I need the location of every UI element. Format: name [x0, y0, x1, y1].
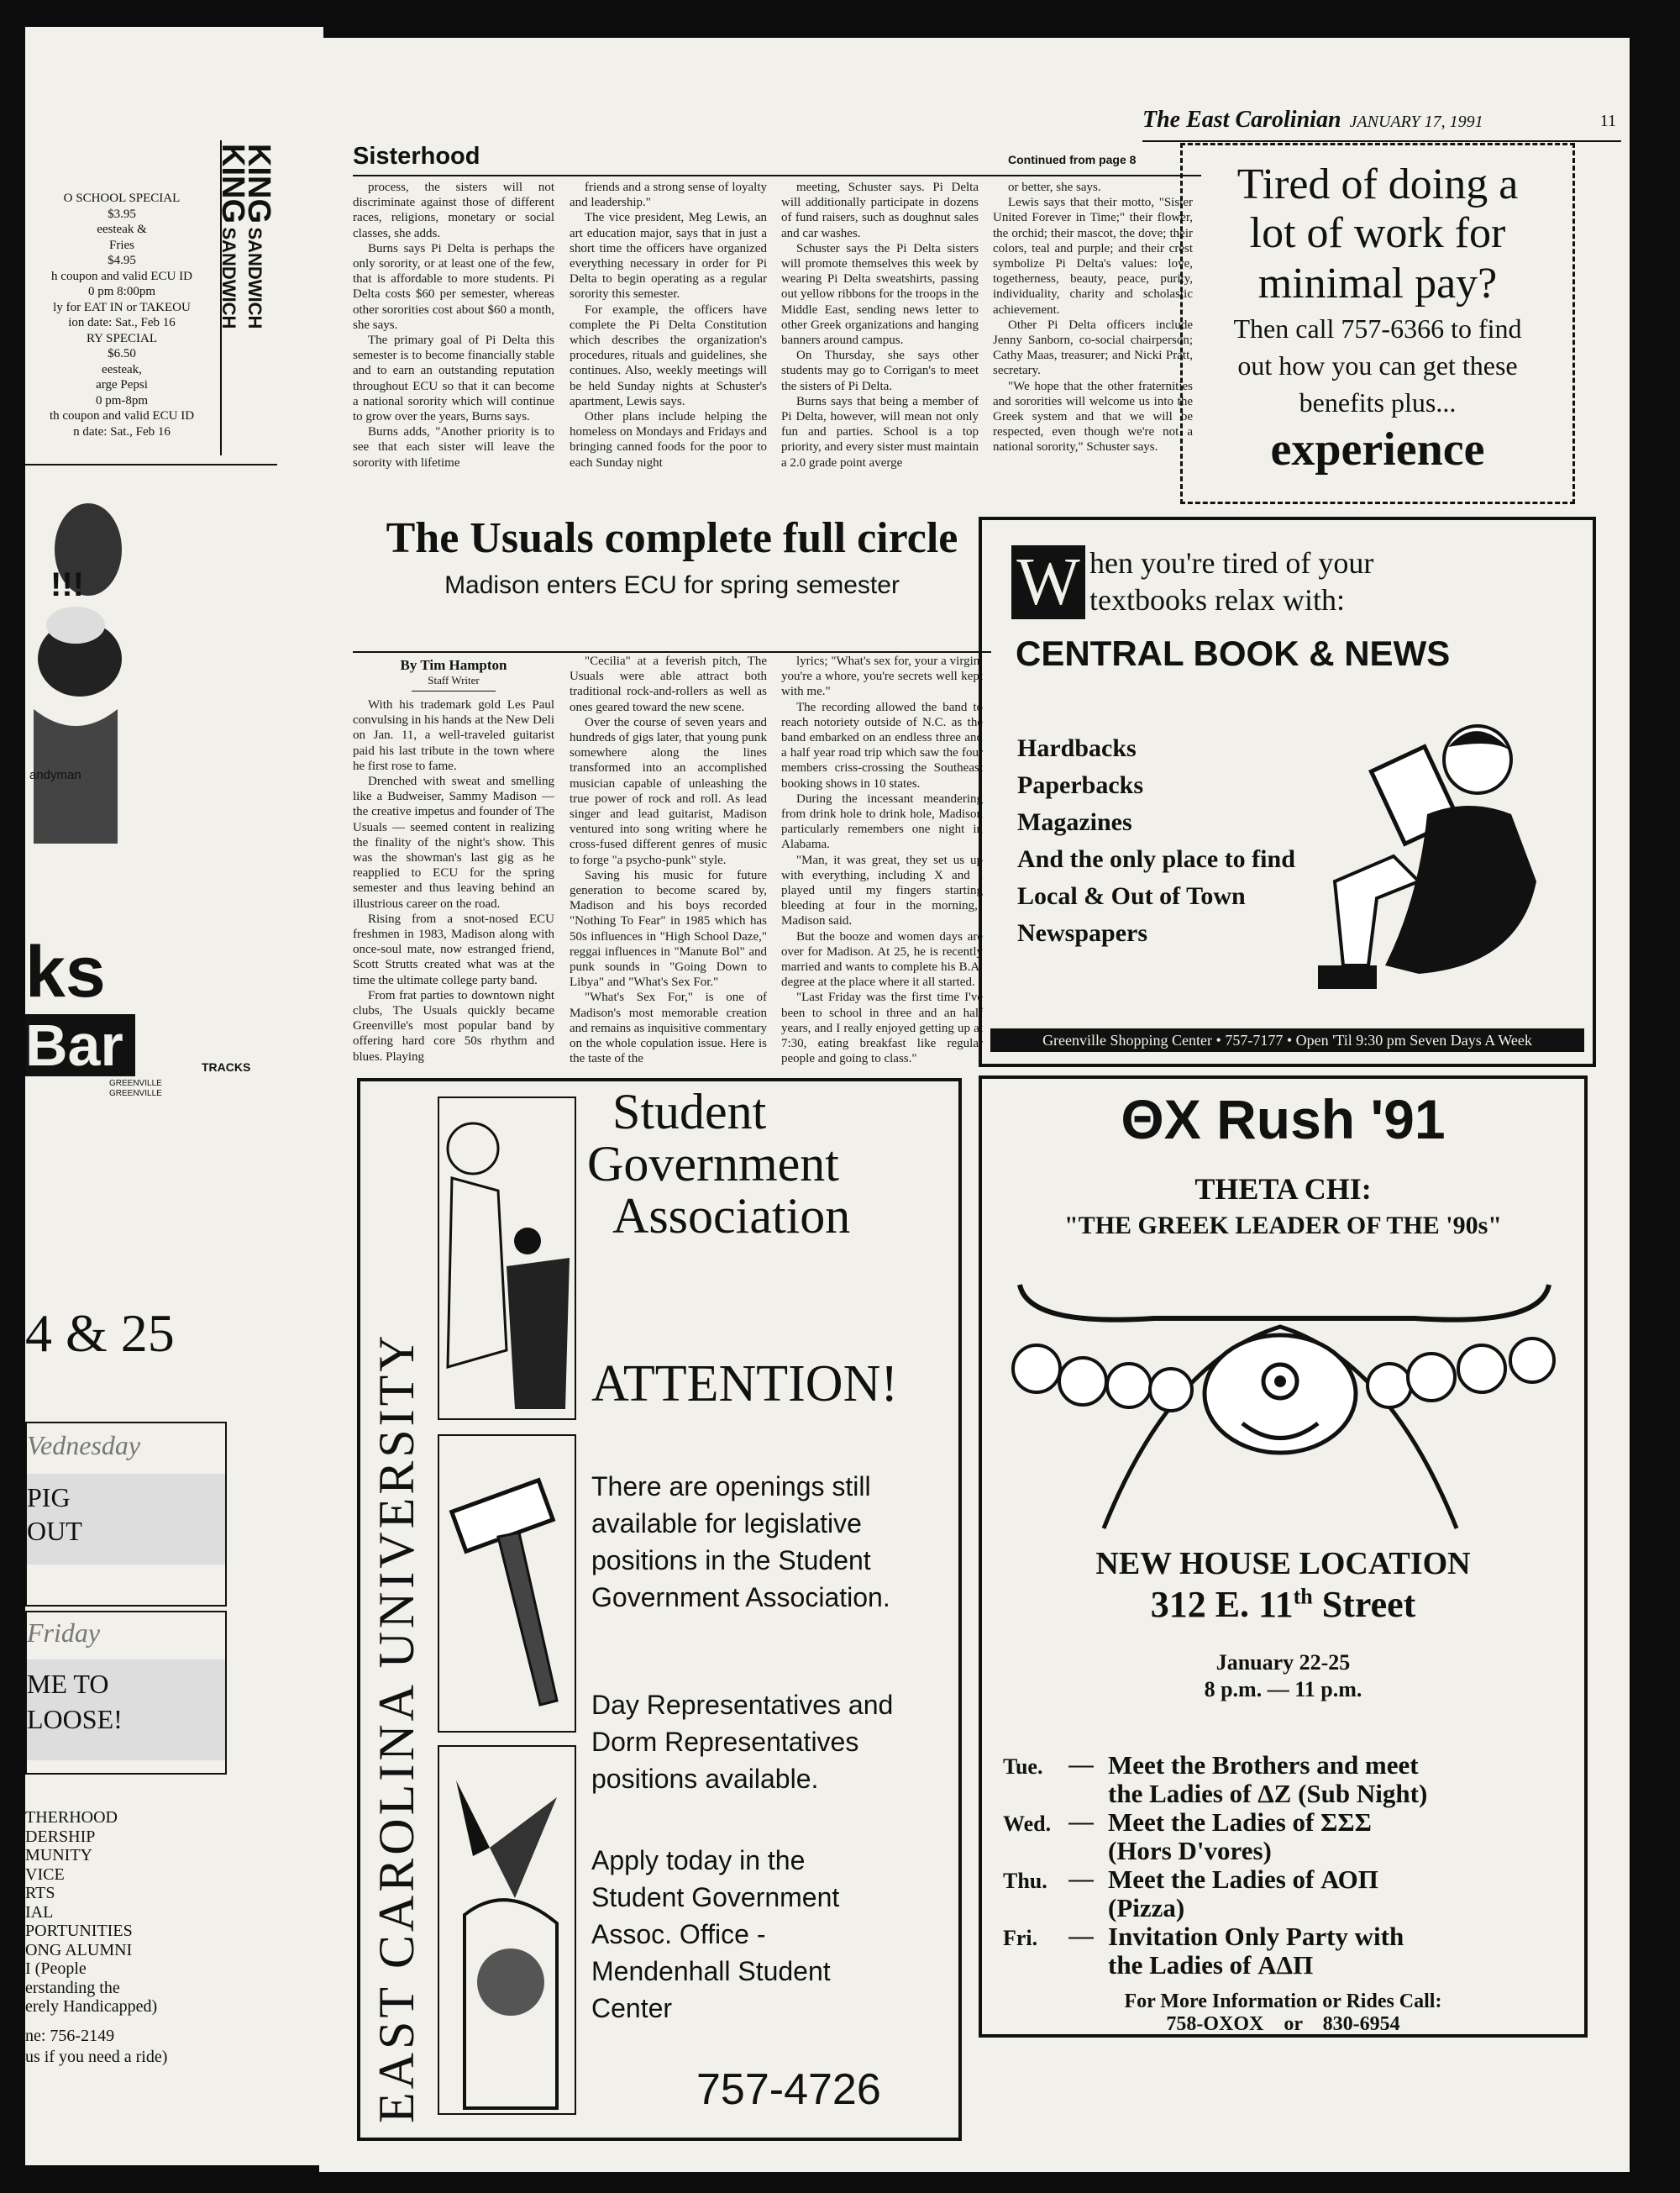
- tired-line-1: Tired of doing a: [1236, 160, 1519, 208]
- sga-line: Government Association.: [591, 1582, 890, 1612]
- theta-chi-ad[interactable]: [979, 1075, 1588, 2038]
- speaker-drawing: [439, 1098, 574, 1417]
- schedule-line-2: (Pizza): [1108, 1893, 1185, 1922]
- coupon-line: ly for EAT IN or TAKEOU: [53, 300, 191, 314]
- paragraph: Over the course of seven years and hundreds of gigs later, that young punk somewhere along the lines transformed into an accomplished musician capable of unleashing the true power of rock and roll. As lead singer and lead guitarist, Madison ventured into song writing where he cross-fused different genres of music to forge "a psycho-punk" style.: [570, 715, 767, 867]
- tracks-address-2: GREENVILLE: [109, 1089, 162, 1098]
- usuals-subhead: Madison enters ECU for spring semester: [444, 571, 900, 599]
- sga-representatives-text: [591, 1686, 893, 1797]
- usuals-byline: By Tim Hampton: [400, 657, 507, 673]
- sga-apply-text: [591, 1842, 839, 2027]
- tired-line-5: out how you can get these: [1237, 350, 1518, 381]
- reading-man-illustration: [1284, 713, 1570, 999]
- benefit-item: I (People: [25, 1959, 87, 1978]
- newspaper-page: [319, 38, 1630, 2172]
- benefit-item: ONG ALUMNI: [25, 1940, 133, 1959]
- coupon-line: eesteak &: [97, 223, 147, 236]
- masthead: [1142, 107, 1621, 142]
- paragraph: friends and a strong sense of loyalty and leadership.": [570, 181, 767, 210]
- benefit-item: THERHOOD: [25, 1808, 118, 1827]
- out-line: OUT: [27, 1516, 82, 1546]
- gavel-icon: [439, 1436, 574, 1730]
- coupon-line: 0 pm 8:00pm: [87, 285, 155, 298]
- schedule-line-2: the Ladies of ΑΔΠ: [1108, 1950, 1314, 1980]
- paragraph: On Thursday, she says other students may go to Corrigan's to meet the sisters of Pi Delta.: [781, 349, 979, 393]
- schedule-day: Wed.: [1003, 1812, 1052, 1836]
- paragraph: The primary goal of Pi Delta this semester is to become financially stable and to earn an outstanding reputation throughout ECU so that it can become a national sorority which will continue to grow over the years, Burns says.: [353, 334, 554, 424]
- schedule-row: [1003, 1922, 1574, 1980]
- dropcap-w: W: [1011, 545, 1085, 619]
- coupon-line: RY SPECIAL: [86, 331, 158, 345]
- sga-title-government: Government: [587, 1136, 839, 1191]
- sga-line: Student Government: [591, 1882, 840, 1912]
- central-book-item: Magazines: [1017, 808, 1132, 836]
- paragraph: or better, she says.: [1008, 181, 1101, 194]
- sga-line: Mendenhall Student: [591, 1956, 831, 1986]
- rides-info: For More Information or Rides Call:: [1124, 1991, 1442, 2012]
- paper-name: The East Carolinian: [1142, 107, 1341, 133]
- rush-dates: 4 & 25: [25, 1303, 175, 1363]
- schedule-line-1: Meet the Brothers and meet: [1108, 1750, 1419, 1780]
- paragraph: Saving his music for future generation to become scared by, Madison and his boys recorded "Nothing To Fear" in 1985 which has 50s influences in "High School Daze," reggai influences in "Manute Bol" and punk sounds in "Going Down to Libya" and "What's Sex For.": [570, 868, 767, 990]
- paragraph: Rising from a snot-nosed ECU freshmen in 1983, Madison along with once-soul mate, now estranged friend, Scott Strutts created what was at the time the ultimate college party band.: [353, 912, 554, 987]
- paragraph: Lewis says that their motto, "Sister United Forever in Time;" their flower, the orchid; their mascot, the dove; their colors, teal and purple; and their crest symbolize Pi Delta's values: love, togetherness, beauty, peace, purity, individuality, charity and scholastic achievement.: [993, 196, 1193, 317]
- sga-line: Center: [591, 1993, 673, 2023]
- street-suffix: th: [1293, 1584, 1313, 1609]
- sga-openings-text: [591, 1468, 890, 1616]
- central-book-item: Paperbacks: [1017, 771, 1143, 799]
- central-book-item: And the only place to find: [1017, 845, 1295, 873]
- sga-title-student: Student: [612, 1084, 767, 1139]
- ecu-vertical-text: EAST CAROLINA UNIVERSITY: [369, 1332, 424, 2123]
- central-book-item: Hardbacks: [1017, 734, 1137, 762]
- time-to-line: ME TO: [27, 1669, 109, 1699]
- continued-from: Continued from page 8: [1008, 153, 1137, 166]
- paragraph: From frat parties to downtown night clubs, The Usuals quickly became Greenville's most popular band by offering hard core 50s rhythm and blues. Playing: [353, 988, 554, 1064]
- paragraph: "Last Friday was the first time I've been to school in three and an half years, and I really enjoyed getting up at 7:30, eating breakfast like regular people and going to class.": [781, 991, 983, 1066]
- sisterhood-kicker: Sisterhood: [353, 143, 480, 170]
- schedule-dash: —: [1068, 1865, 1094, 1893]
- tired-of-work-ad[interactable]: [1180, 143, 1575, 504]
- paragraph: process, the sisters will not discriminate against those of different races, religions, monetary or social classes, she adds.: [353, 181, 554, 240]
- tired-line-2: lot of work for: [1249, 209, 1506, 257]
- sga-line: Day Representatives and: [591, 1690, 894, 1720]
- paragraph: But the booze and women days are over for Madison. At 25, he is recently married and wants to complete his B.A. degree at the place where it all started.: [781, 929, 983, 990]
- central-book-line-2: textbooks relax with:: [1089, 583, 1345, 617]
- usuals-headline: The Usuals complete full circle: [386, 514, 958, 562]
- sandwich-logo-word: SANDWICH: [244, 227, 265, 329]
- paragraph: "What's Sex For," is one of Madison's most memorable creation and remains as inquisitive commentary on the whole copulation issue. Here is the taste of the: [570, 991, 767, 1066]
- theta-chi-subtitle: THETA CHI:: [1194, 1172, 1372, 1206]
- schedule-dash: —: [1068, 1751, 1094, 1779]
- central-book-item: Newspapers: [1017, 919, 1147, 947]
- friday-box: [25, 1611, 227, 1775]
- coupon-line: $4.95: [108, 254, 136, 267]
- king-sandwich-logo: [215, 140, 276, 455]
- sga-line: There are openings still: [591, 1471, 871, 1501]
- paragraph: The recording allowed the band to reach notoriety outside of N.C. as the band embarked on an endless three and a half year road trip which saw the four members criss-crossing the Southeast booking shows in 10 states.: [781, 700, 983, 791]
- coupon-line: Fries: [109, 238, 134, 252]
- king-sandwich-ad: [25, 140, 276, 460]
- theta-chi-title: ΘX Rush '91: [1121, 1088, 1446, 1150]
- paragraph: lyrics; "What's sex for, your a virgin, you're a whore, you're secrets well kept with me.": [781, 655, 983, 699]
- new-house-location: NEW HOUSE LOCATION: [1095, 1546, 1471, 1581]
- sga-illustration-speaker: [438, 1096, 576, 1420]
- sisterhood-article: [353, 143, 1201, 550]
- sisterhood-col-4: [993, 180, 1193, 499]
- central-book-ad[interactable]: [979, 517, 1596, 1067]
- schedule-day: Thu.: [1003, 1869, 1047, 1893]
- paragraph: Other Pi Delta officers include Jenny Sanborn, co-social chairperson; Cathy Maas, treasurer; and Nicki Pratt, secretary.: [993, 318, 1193, 378]
- benefit-item: PORTUNITIES: [25, 1922, 133, 1940]
- sisterhood-col-2: [570, 180, 767, 499]
- central-book-item: Local & Out of Town: [1017, 882, 1246, 910]
- sisterhood-col-3: [781, 180, 979, 499]
- tracks-logo: TRACKS: [202, 1060, 251, 1074]
- usuals-article: [353, 513, 991, 1118]
- benefit-item: erely Handicapped): [25, 1997, 158, 2016]
- tired-experience: experience: [1270, 423, 1485, 476]
- usuals-col-3: [781, 654, 983, 1112]
- schedule-dash: —: [1068, 1808, 1094, 1836]
- paragraph: Schuster says the Pi Delta sisters will promote themselves this week by wearing Pi Delta sweatshirts, passing out yellow ribbons for the troops in the Middle East, sending news letter to other Greek organizations and hanging banners around campus.: [781, 241, 979, 348]
- schedule-day: Tue.: [1003, 1754, 1043, 1779]
- masthead-date: JANUARY 17, 1991: [1349, 113, 1483, 131]
- sga-line: available for legislative: [591, 1508, 862, 1538]
- left-benefits-list: [25, 1808, 227, 2017]
- usuals-col-1: [353, 697, 554, 1113]
- tracks-big-word: ks: [25, 932, 106, 1012]
- sga-attention: ATTENTION!: [591, 1355, 899, 1412]
- paragraph: During the incessant meandering from drink hole to drink hole, Madison particularly remembers one night in Alabama.: [781, 791, 983, 852]
- schedule-dash: —: [1068, 1922, 1094, 1950]
- wednesday-box: [25, 1422, 227, 1607]
- sga-ad[interactable]: [357, 1078, 962, 2141]
- street-name: Street: [1312, 1584, 1416, 1625]
- usuals-col-2: [570, 654, 767, 1112]
- central-book-name: CENTRAL BOOK & NEWS: [1016, 634, 1451, 673]
- benefit-item: IAL: [25, 1902, 54, 1922]
- tired-line-3: minimal pay?: [1257, 260, 1498, 308]
- benefit-item: VICE: [25, 1864, 65, 1884]
- coupon-line: th coupon and valid ECU ID: [49, 409, 195, 423]
- paragraph: "Man, it was great, they set us up with everything, including X and I played until my fingers starting bleeding at four in the morning," Madison said.: [781, 853, 983, 928]
- sga-illustration-liberty: [438, 1745, 576, 2115]
- schedule-line-1: Meet the Ladies of ΣΣΣ: [1108, 1807, 1372, 1837]
- sga-line: Assoc. Office -: [591, 1919, 766, 1949]
- left-poster: [25, 464, 277, 936]
- poster-caption: andyman: [29, 768, 81, 782]
- schedule-row: [1003, 1865, 1574, 1922]
- schedule-line-2: the Ladies of ΔZ (Sub Night): [1108, 1779, 1428, 1808]
- schedule-line-2: (Hors D'vores): [1108, 1836, 1272, 1865]
- benefit-item: DERSHIP: [25, 1827, 96, 1846]
- sandwich-logo-word-2: SANDWICH: [218, 227, 239, 329]
- left-phone: ne: 756-2149: [25, 2027, 115, 2045]
- tracks-bar-word: Bar: [25, 1014, 135, 1076]
- coupon-line: $3.95: [108, 207, 136, 221]
- sga-phone: 757-4726: [696, 2065, 881, 2114]
- rides-phones: 758-OXOX or 830-6954: [1166, 2013, 1400, 2035]
- benefit-item: erstanding the: [25, 1978, 120, 1997]
- central-book-line-1: hen you're tired of your: [1089, 546, 1374, 580]
- king-sandwich-coupon-text: [25, 191, 218, 439]
- usuals-byline-role: Staff Writer: [428, 674, 480, 686]
- left-ride: us if you need a ride): [25, 2048, 168, 2066]
- house-address: [982, 1583, 1584, 1626]
- loose-line: LOOSE!: [27, 1704, 123, 1734]
- paragraph: For example, the officers have complete the Pi Delta Constitution which describes the organization's procedures, rituals and guidelines, she continues. Also, weekly meetings will be held Sunday nights at Schuster's apartment, Lewis says.: [570, 302, 767, 408]
- paragraph: Burns says Pi Delta is perhaps the only sorority, or at least one of the few, that is affordable to more students. Pi Delta costs $60 per semester, whereas other sororities cost about $60 a month, she says.: [353, 241, 554, 332]
- page-number: 11: [1599, 112, 1616, 130]
- tired-line-4: Then call 757-6366 to find: [1233, 313, 1522, 344]
- paragraph: meeting, Schuster says. Pi Delta will additionally participate in dozens of fund raisers, such as doughnut sales and car washes.: [781, 181, 979, 240]
- king-logo-word-2: KING: [215, 144, 250, 224]
- poster-illustration: [25, 491, 126, 844]
- sga-line: positions in the Student: [591, 1545, 871, 1575]
- paragraph: "We hope that the other fraternities and sororities will welcome us into the Greek system and that we will be respected, even though we're not a national sorority," Schuster says.: [993, 379, 1193, 455]
- sisterhood-col-1: [353, 180, 554, 499]
- friday-label: Friday: [27, 1617, 101, 1648]
- coupon-line: n date: Sat., Feb 16: [73, 424, 171, 439]
- coupon-line: O SCHOOL SPECIAL: [63, 192, 181, 205]
- rush-schedule: [1003, 1751, 1574, 1980]
- theta-chi-slogan: "THE GREEK LEADER OF THE '90s": [1064, 1212, 1502, 1239]
- sga-line: Dorm Representatives: [591, 1727, 859, 1757]
- pig-line: PIG: [27, 1482, 71, 1512]
- benefit-item: RTS: [25, 1884, 55, 1902]
- tired-line-6: benefits plus...: [1299, 387, 1457, 418]
- tracks-address-1: GREENVILLE: [109, 1079, 162, 1088]
- central-book-footer: Greenville Shopping Center • 757-7177 • Open 'Til 9:30 pm Seven Days A Week: [990, 1028, 1584, 1052]
- benefit-item: MUNITY: [25, 1846, 92, 1864]
- poster-exclaim: !!!: [50, 566, 84, 603]
- rush-date-range: January 22-25: [1215, 1650, 1351, 1675]
- schedule-row: [1003, 1751, 1574, 1808]
- paragraph: Drenched with sweat and smelling like a Budweiser, Sammy Madison — the creative impetus and founder of The Usuals — seemed content in realizing the finality of the night's show. This was the showman's last gig as he reapplied to ECU for the spring semester and thus leaving behind an illustrious career on the road.: [353, 775, 554, 911]
- coupon-line: 0 pm-8pm: [95, 393, 149, 408]
- sga-line: Apply today in the: [591, 1845, 806, 1875]
- wednesday-label: Vednesday: [27, 1430, 141, 1460]
- coupon-line: $6.50: [108, 347, 136, 360]
- liberty-drawing: [439, 1747, 574, 2112]
- schedule-day: Fri.: [1003, 1926, 1038, 1950]
- sga-line: positions available.: [591, 1764, 819, 1794]
- paragraph: Burns adds, "Another priority is to see that each sister will leave the sorority with lifetime: [353, 425, 554, 470]
- central-book-items: [1017, 730, 1295, 952]
- coupon-line: h coupon and valid ECU ID: [51, 269, 192, 283]
- paragraph: The vice president, Meg Lewis, an art education major, says that in just a short time the officers have organized everything necessary in order for Pi Delta to begin operating as a regular sorority this semester.: [570, 211, 767, 302]
- sga-title-association: Association: [612, 1188, 851, 1244]
- tracks-ad: [25, 934, 277, 1128]
- schedule-line-1: Meet the Ladies of ΑΟΠ: [1108, 1864, 1378, 1894]
- left-page-strip: [25, 27, 323, 2165]
- paragraph: With his trademark gold Les Paul convulsing in his hands at the New Deli on Jan. 11, a well-traveled guitarist paid his last tribute in the town where he first rose to fame.: [353, 698, 554, 773]
- paragraph: "Cecilia" at a feverish pitch, The Usuals were able attract both traditional rock-and-rollers as well as ones geared toward the new scene.: [570, 655, 767, 714]
- paragraph: Other plans include helping the homeless on Mondays and Fridays and bringing canned foods for the poor to each Sunday night: [570, 410, 767, 470]
- street-number: 312 E. 11: [1150, 1584, 1294, 1625]
- schedule-line-1: Invitation Only Party with: [1108, 1922, 1404, 1951]
- rush-time: 8 p.m. — 11 p.m.: [1204, 1677, 1362, 1701]
- king-logo-word: KING: [241, 144, 276, 224]
- bull-mascot-illustration: [1003, 1260, 1566, 1537]
- paragraph: Burns says that being a member of Pi Delta, however, will mean not only fun and parties. School is a top priority, and every sister must maintain a 2.0 grade point averge: [781, 394, 979, 470]
- sga-title: [587, 1086, 957, 1242]
- coupon-line: ion date: Sat., Feb 16: [68, 316, 176, 329]
- coupon-line: eesteak,: [102, 362, 142, 376]
- coupon-line: arge Pepsi: [96, 378, 148, 392]
- schedule-row: [1003, 1808, 1574, 1865]
- sga-illustration-gavel: [438, 1434, 576, 1733]
